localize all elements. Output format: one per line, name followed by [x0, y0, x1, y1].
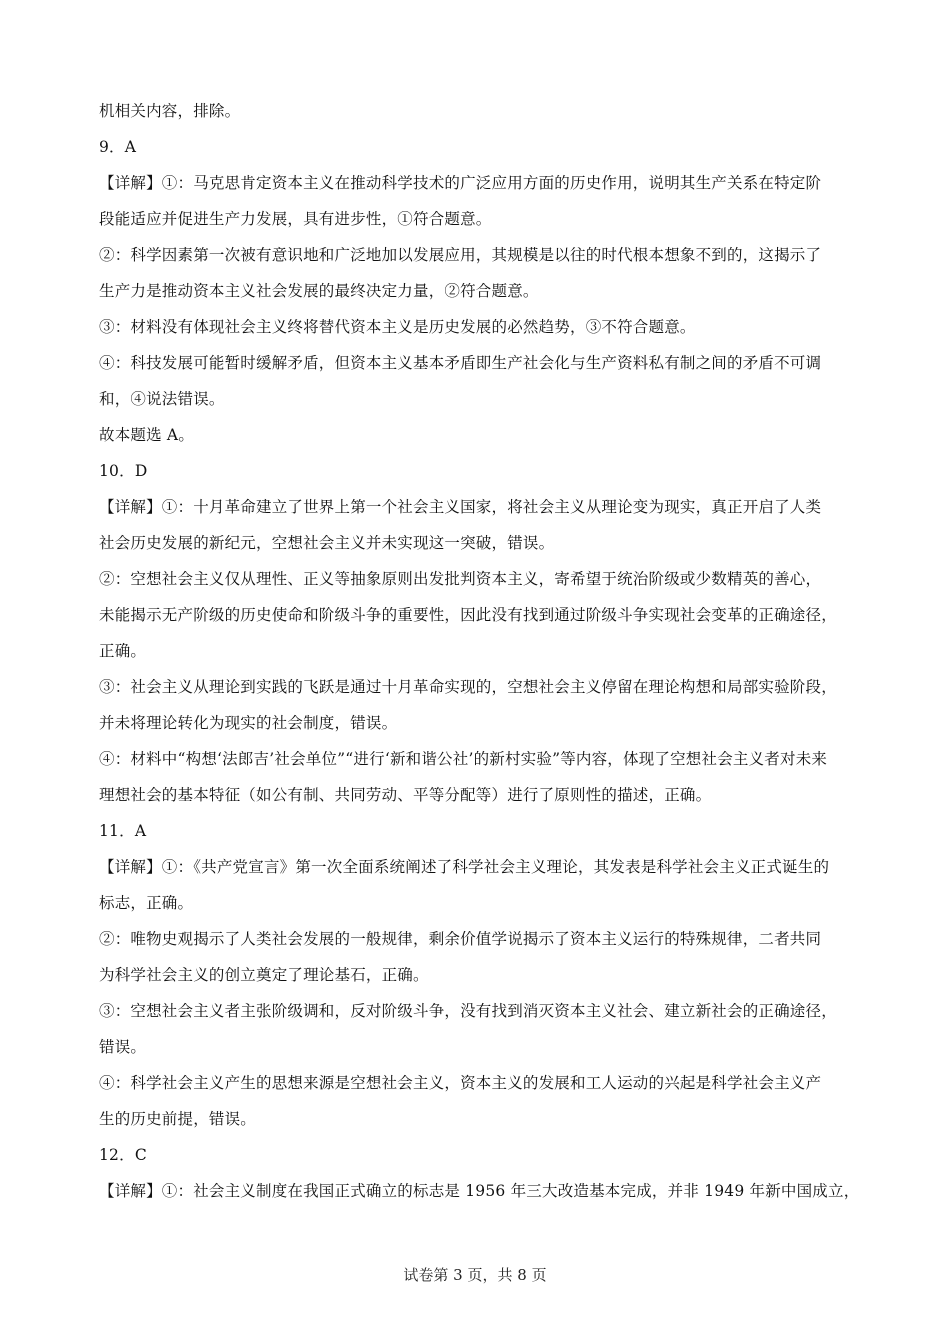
text-line: 生产力是推动资本主义社会发展的最终决定力量，②符合题意。 [99, 282, 539, 300]
text-line: ④：材料中“构想‘法郎吉’社会单位”“进行‘新和谐公社’的新村实验”等内容，体现了空想社会主义者对未来 [99, 750, 828, 768]
text-line: 9．A [99, 138, 137, 156]
text-line: 10．D [99, 462, 148, 480]
text-line: ④：科学社会主义产生的思想来源是空想社会主义，资本主义的发展和工人运动的兴起是科学社会主义产 [99, 1074, 822, 1092]
text-line: 机相关内容，排除。 [99, 102, 241, 120]
page-footer: 试卷第 3 页，共 8 页 [403, 1266, 547, 1284]
text-line: ②：唯物史观揭示了人类社会发展的一般规律，剩余价值学说揭示了资本主义运行的特殊规律，二者共同 [99, 930, 822, 948]
text-line: 生的历史前提，错误。 [99, 1110, 257, 1128]
text-line: 为科学社会主义的创立奠定了理论基石，正确。 [99, 966, 429, 984]
text-line: 【详解】①：社会主义制度在我国正式确立的标志是 1956 年三大改造基本完成，并非 1949 年新中国成立， [99, 1182, 859, 1200]
answer-document [99, 93, 859, 1209]
text-line: 标志，正确。 [99, 894, 194, 912]
text-line: 【详解】①：《共产党宣言》第一次全面系统阐述了科学社会主义理论，其发表是科学社会主义正式诞生的 [99, 858, 830, 876]
text-line: 故本题选 A。 [99, 426, 195, 444]
text-line: 【详解】①：马克思肯定资本主义在推动科学技术的广泛应用方面的历史作用，说明其生产关系在特定阶 [99, 174, 822, 192]
text-line: 并未将理论转化为现实的社会制度，错误。 [99, 714, 398, 732]
text-line: 社会历史发展的新纪元，空想社会主义并未实现这一突破，错误。 [99, 534, 555, 552]
text-line: ②：空想社会主义仅从理性、正义等抽象原则出发批判资本主义，寄希望于统治阶级或少数精英的善心， [99, 570, 822, 588]
text-line: ③：材料没有体现社会主义终将替代资本主义是历史发展的必然趋势，③不符合题意。 [99, 318, 696, 336]
text-line: 11．A [99, 822, 147, 840]
text-line: 正确。 [99, 642, 147, 660]
text-line: 错误。 [99, 1038, 147, 1056]
text-line: 段能适应并促进生产力发展，具有进步性，①符合题意。 [99, 210, 492, 228]
text-line: 理想社会的基本特征（如公有制、共同劳动、平等分配等）进行了原则性的描述，正确。 [99, 786, 712, 804]
text-line: ③：社会主义从理论到实践的飞跃是通过十月革命实现的，空想社会主义停留在理论构想和局部实验阶段， [99, 678, 837, 696]
text-line: ④：科技发展可能暂时缓解矛盾，但资本主义基本矛盾即生产社会化与生产资料私有制之间的矛盾不可调 [99, 354, 822, 372]
text-line: 【详解】①：十月革命建立了世界上第一个社会主义国家，将社会主义从理论变为现实，真正开启了人类 [99, 498, 822, 516]
text-line: ②：科学因素第一次被有意识地和广泛地加以发展应用，其规模是以往的时代根本想象不到的，这揭示了 [99, 246, 822, 264]
text-line: 未能揭示无产阶级的历史使命和阶级斗争的重要性，因此没有找到通过阶级斗争实现社会变革的正确途径， [99, 606, 837, 624]
text-line: 12．C [99, 1146, 147, 1164]
text-line: 和，④说法错误。 [99, 390, 225, 408]
text-line: ③：空想社会主义者主张阶级调和，反对阶级斗争，没有找到消灭资本主义社会、建立新社会的正确途径， [99, 1002, 837, 1020]
